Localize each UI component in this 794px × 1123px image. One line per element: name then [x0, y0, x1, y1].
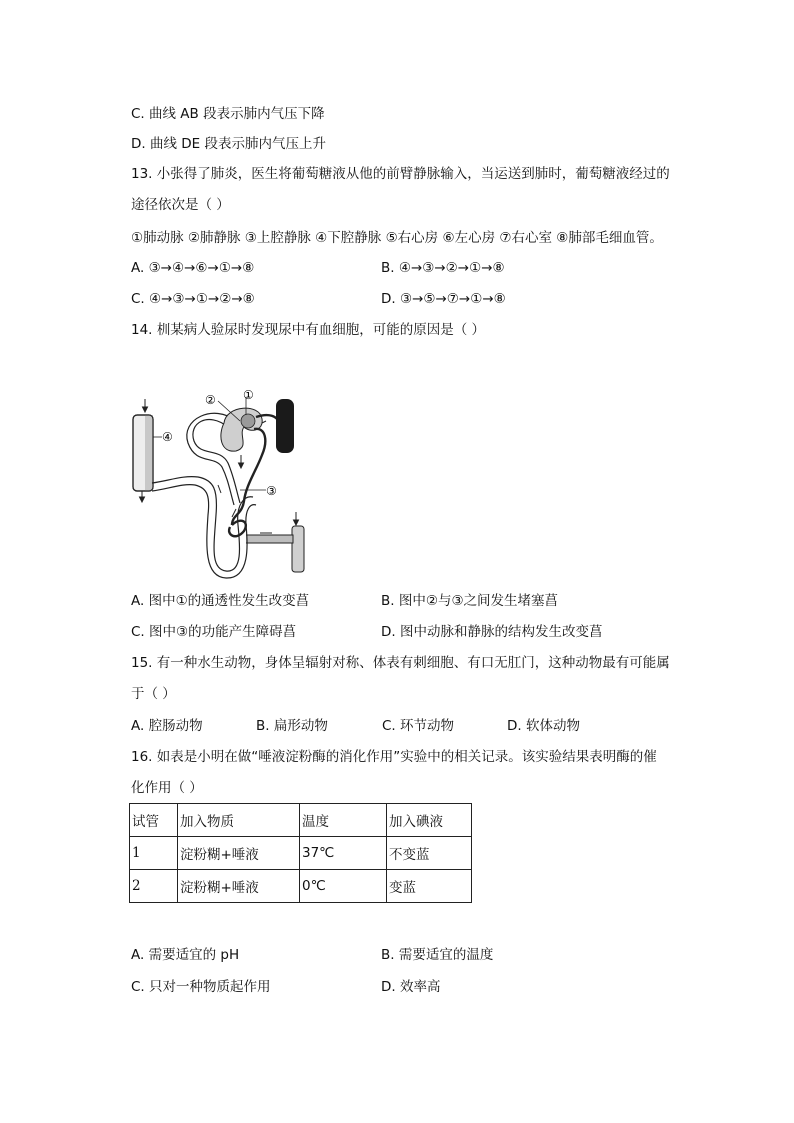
q14-stem: 14. 杊某病人验尿时发现尿中有血细胞，可能的原因是（ ） [131, 322, 486, 338]
table-cell: 不变蓝 [387, 837, 472, 870]
table-header: 试管 [130, 804, 178, 837]
q14-option-c: C. 图中③的功能产生障碍菖 [131, 624, 297, 640]
q13-stem-line2: 途径依次是（ ） [131, 197, 230, 213]
table-cell: 0℃ [300, 870, 387, 903]
q14-option-d: D. 图中动脉和静脉的结构发生改变菖 [381, 624, 603, 640]
q16-stem-line2: 化作用（ ） [131, 780, 203, 796]
table-row [130, 870, 472, 903]
table-cell: 淀粉糊+唾液 [178, 870, 300, 903]
label-2: ② [205, 393, 216, 407]
label-3: ③ [266, 484, 277, 498]
table-header: 温度 [300, 804, 387, 837]
q12-option-d: D. 曲线 DE 段表示肺内气压上升 [131, 136, 326, 152]
q15-stem-line1: 15. 有一种水生动物，身体呈辐射对称、体表有刺细胞、有口无肛门，这种动物最有可能属 [131, 655, 670, 671]
nephron-diagram [128, 385, 328, 580]
q14-option-a: A. 图中①的通透性发生改变菖 [131, 593, 310, 609]
q13-stem-line1: 13. 小张得了肺炎，医生将葡萄糖液从他的前臂静脉输入，当运送到肺时，葡萄糖液经过的 [131, 166, 670, 182]
q14-option-b: B. 图中②与③之间发生堵塞菖 [381, 593, 559, 609]
nephron-svg [128, 385, 328, 580]
q16-option-d: D. 效率高 [381, 979, 441, 995]
q16-option-c: C. 只对一种物质起作用 [131, 979, 271, 995]
table-cell: 淀粉糊+唾液 [178, 837, 300, 870]
table-header: 加入碘液 [387, 804, 472, 837]
q16-option-a: A. 需要适宜的 pH [131, 947, 240, 963]
q16-option-b: B. 需要适宜的温度 [381, 947, 494, 963]
q15-stem-line2: 于（ ） [131, 686, 176, 702]
label-4: ④ [162, 430, 173, 444]
table-header-row [130, 804, 472, 837]
q15-option-b: B. 扁形动物 [256, 718, 328, 734]
q15-option-c: C. 环节动物 [382, 718, 455, 734]
q12-option-c: C. 曲线 AB 段表示肺内气压下降 [131, 106, 325, 122]
q13-option-d: D. ③→⑤→⑦→①→⑧ [381, 291, 506, 307]
table-cell: 2 [130, 870, 178, 903]
renal-vein [246, 526, 304, 572]
table-header: 加入物质 [178, 804, 300, 837]
q15-option-d: D. 软体动物 [507, 718, 580, 734]
collecting-duct [133, 415, 153, 491]
q13-option-c: C. ④→③→①→②→⑧ [131, 291, 255, 307]
q13-option-b: B. ④→③→②→①→⑧ [381, 260, 505, 276]
table-cell: 37℃ [300, 837, 387, 870]
table-row [130, 837, 472, 870]
table-cell: 变蓝 [387, 870, 472, 903]
table-cell: 1 [130, 837, 178, 870]
label-1: ① [243, 388, 254, 402]
experiment-record-table [129, 803, 472, 903]
renal-artery [276, 399, 294, 453]
q13-option-a: A. ③→④→⑥→①→⑧ [131, 260, 255, 276]
q13-item-list: ①肺动脉 ②肺静脉 ③上腔静脉 ④下腔静脉 ⑤右心房 ⑥左心房 ⑦右心室 ⑧肺部毛细血管。 [131, 230, 663, 246]
q16-stem-line1: 16. 如表是小明在做“唾液淀粉酶的消化作用”实验中的相关记录。该实验结果表明酶的催 [131, 749, 657, 765]
q15-option-a: A. 腔肠动物 [131, 718, 203, 734]
